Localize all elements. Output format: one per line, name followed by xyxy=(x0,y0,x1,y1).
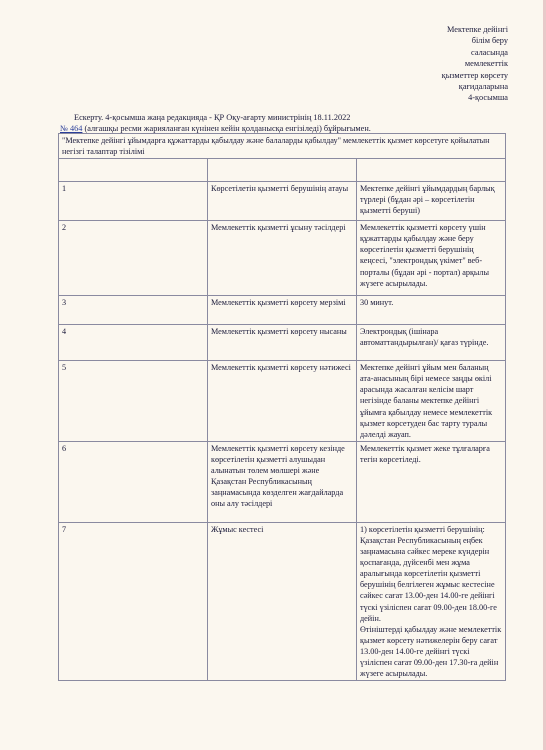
header-line: Мектепке дейінгі xyxy=(447,25,508,34)
row-name: Жұмыс кестесі xyxy=(208,522,357,680)
table-row xyxy=(59,361,506,442)
row-value-text: 1) көрсетілетін қызметті берушінің: Қазақстан Республикасының еңбек заңнамасына сәйкес мереке күндерін қоспағанда, дүйсенбі мен жұма аралығында көрсетілетін қызметті берушінің белгілеген жұмыс кестесіне сәйкес сағат 13.00-ден 14.00-ге дейінгі түскі үзіліспен сағат 09.00-ден 18.00-ге дейін. xyxy=(360,524,497,623)
header-line: қызметтер көрсету xyxy=(441,70,508,80)
row-value-text: Мектепке дейінгі ұйым мен баланың ата-анасының бірі немесе заңды өкілі арасында жасалған келісім шарт негізінде баланы мектепке дейінгі ұйымға қабылдау немесе мемлекеттік қызмет көрсетуден бас тарту туралы дәлелді жауап. xyxy=(360,363,493,439)
note-line-2-text: (алғашқы ресми жарияланған күнінен кейін қолданысқа енгізіледі) бұйрығымен. xyxy=(82,123,371,133)
row-name: Мемлекеттік қызметті көрсету кезінде көрсетілетін қызметті алушыдан алынатын төлем мөлшері және Қазақстан Республикасының заңнамасында көзделген жағдайларда оны алу тәсілдері xyxy=(208,441,357,522)
table-row xyxy=(59,296,506,325)
row-number: 3 xyxy=(59,296,208,325)
row-value-text: Электрондық (ішінара автоматтандырылған)/ қағаз түрінде. xyxy=(360,327,489,348)
table-row xyxy=(59,522,506,680)
row-name: Мемлекеттік қызметті көрсету нәтижесі xyxy=(208,361,357,442)
header-line: мемлекеттік xyxy=(464,59,508,69)
row-number: 7 xyxy=(59,522,208,680)
table-cell xyxy=(357,159,506,182)
table-title: "Мектепке дейінгі ұйымдарға құжаттарды қабылдау және балаларды қабылдау" мемлекеттік қызмет көрсетуге қойылатын негізгі талаптар тізілімі xyxy=(59,134,506,159)
table-spacer-row xyxy=(59,159,506,182)
header-line: қағидаларына xyxy=(458,82,508,92)
requirements-table xyxy=(58,133,506,681)
row-value xyxy=(357,441,506,522)
row-value xyxy=(357,221,506,296)
row-name: Мемлекеттік қызметті көрсету нысаны xyxy=(208,325,357,361)
table-row xyxy=(59,182,506,221)
amendment-note xyxy=(60,113,506,134)
row-number: 4 xyxy=(59,325,208,361)
appendix-header xyxy=(368,24,508,104)
row-value-text: Мектепке дейінгі ұйымдардың барлық түрлері (бұдан әрі – көрсетілетін қызметті беруші) xyxy=(360,184,495,216)
header-line: білім беру xyxy=(471,36,508,46)
table-row xyxy=(59,441,506,522)
note-line-1: Ескерту. 4-қосымша жаңа редакцияда - ҚР Оқу-ағарту министрінің 18.11.2022 xyxy=(74,113,351,122)
table-cell xyxy=(208,159,357,182)
row-number: 5 xyxy=(59,361,208,442)
row-name: Мемлекеттік қызметті ұсыну тәсілдері xyxy=(208,221,357,296)
row-value-text: Өтініштерді қабылдау және мемлекеттік қызмет көрсету нәтижелерін беру сағат 13.00-ден 14.00-ге дейінгі түскі үзіліспен сағат 09.00-ден 17.30-ға дейін жүзеге асырылады. xyxy=(360,624,502,679)
row-value xyxy=(357,522,506,680)
table-row xyxy=(59,221,506,296)
table-cell xyxy=(59,159,208,182)
row-value-text: Мемлекеттік қызметті көрсету үшін құжаттарды қабылдау және беру көрсетілетін қызметті берушінің кеңсесі, "электрондық үкімет" веб-порталы (бұдан әрі - портал) арқылы жүзеге асырылады. xyxy=(360,223,490,288)
row-number: 1 xyxy=(59,182,208,221)
row-value xyxy=(357,296,506,325)
table-row xyxy=(59,325,506,361)
header-line: саласында xyxy=(471,47,508,57)
row-value-text: Мемлекеттік қызмет жеке тұлғаларға тегін көрсетіледі. xyxy=(360,443,490,464)
row-value xyxy=(357,182,506,221)
row-value xyxy=(357,325,506,361)
row-number: 2 xyxy=(59,221,208,296)
row-name: Мемлекеттік қызметті көрсету мерзімі xyxy=(208,296,357,325)
row-name: Көрсетілетін қызметті берушінің атауы xyxy=(208,182,357,221)
row-value xyxy=(357,361,506,442)
row-number: 6 xyxy=(59,441,208,522)
header-line: 4-қосымша xyxy=(468,93,508,103)
row-value-text: 30 минут. xyxy=(360,298,394,308)
law-link[interactable]: № 464 xyxy=(60,123,83,133)
